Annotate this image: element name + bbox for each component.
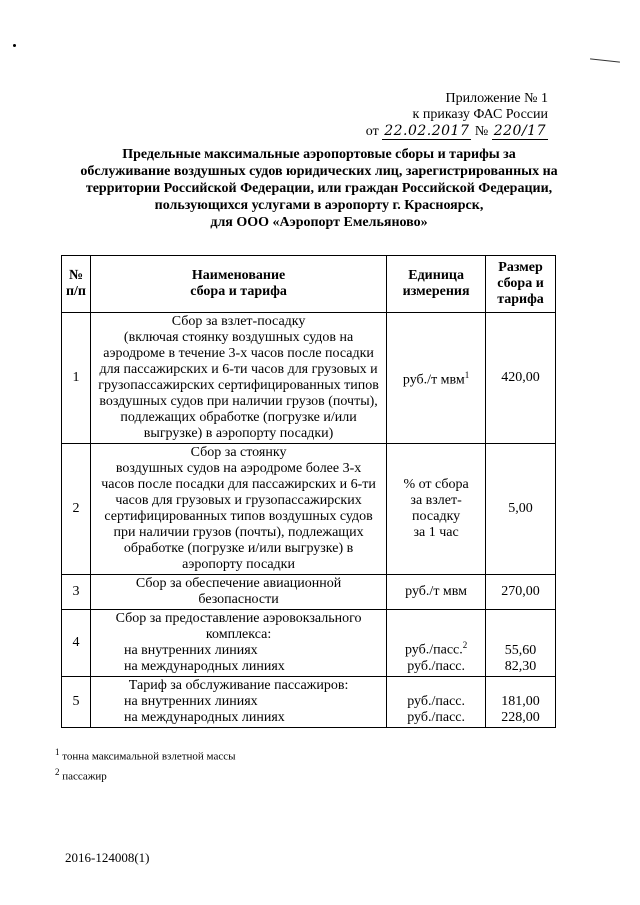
appendix-line1: Приложение № 1 [445, 91, 548, 106]
from-prefix: от [365, 124, 379, 139]
tariffs-table [61, 255, 556, 728]
row-num: 2 [62, 444, 91, 575]
row-unit: руб./пасс.$^2$ руб./пасс. [387, 610, 486, 677]
row-name: Сбор за предоставление аэровокзального комплекса: на внутренних линиях на международных линиях [90, 610, 386, 677]
appendix-header [366, 91, 548, 140]
document-number: 2016-124008(1) [65, 850, 150, 865]
row-name: Сбор за взлет-посадку (включая стоянку воздушных судов на аэродроме в течение 3-х часов после посадки для пассажирских и 6-ти часов для грузовых и грузопассажирских сертифицированных типов воздушных судов при наличии грузов (почты), подлежащих обработке (погрузке и/или выгрузке) в аэропорту посадки) [90, 313, 386, 444]
row-name: Сбор за стоянку воздушных судов на аэродроме более 3-х часов после посадки для пассажирских и 6-ти часов для грузовых и грузопассажирских сертифицированных типов воздушных судов при наличии грузов (почты), подлежащих обработке (погрузке и/или выгрузке) в аэропорту посадки [90, 444, 386, 575]
table-header-row [62, 256, 556, 313]
table-row [62, 677, 556, 728]
row-num: 4 [62, 610, 91, 677]
row-name: Тариф за обслуживание пассажиров: на внутренних линиях на международных линиях [90, 677, 386, 728]
title-line: пользующихся услугами в аэропорту г. Красноярск, [154, 198, 484, 213]
appendix-line3 [366, 123, 548, 140]
row-value: 270,00 [486, 575, 556, 610]
row-unit: руб./т мвм [387, 575, 486, 610]
handwritten-number: 220/17 [493, 123, 546, 139]
document-title [64, 146, 574, 231]
footnote-ref: 2 [462, 640, 468, 651]
header-size: Размер сбора и тарифа [486, 256, 556, 313]
footnote-2: $^2$ пассажир [55, 766, 107, 783]
row-name: Сбор за обеспечение авиационной безопасности [90, 575, 386, 610]
header-num: № п/п [62, 256, 91, 313]
scan-mark [590, 58, 620, 62]
table-row [62, 313, 556, 444]
row-num: 3 [62, 575, 91, 610]
title-line: Предельные максимальные аэропортовые сборы и тарифы за [122, 147, 516, 162]
title-line: территории Российской Федерации, или граждан Российской Федерации, [85, 181, 553, 196]
footnote-ref: 1 [464, 370, 470, 381]
appendix-line2: к приказу ФАС России [412, 107, 548, 122]
row-value: 55,60 82,30 [486, 610, 556, 677]
footnote-1: $^1$ тонна максимальной взлетной массы [55, 747, 236, 763]
scan-dot [13, 44, 16, 47]
row-num: 1 [62, 313, 91, 444]
title-line: обслуживание воздушных судов юридических лиц, зарегистрированных на [80, 164, 558, 179]
row-num: 5 [62, 677, 91, 728]
table-row [62, 575, 556, 610]
header-name: Наименование сбора и тарифа [90, 256, 386, 313]
row-value: 420,00 [486, 313, 556, 444]
handwritten-date: 22.02.2017 [384, 123, 470, 139]
footnotes [55, 745, 235, 784]
title-line: для ООО «Аэропорт Емельяново» [210, 215, 428, 230]
table-row [62, 444, 556, 575]
row-unit: руб./пасс. руб./пасс. [387, 677, 486, 728]
number-prefix: № [474, 124, 489, 139]
header-unit: Единица измерения [387, 256, 486, 313]
row-unit: % от сбора за взлет- посадку за 1 час [387, 444, 486, 575]
row-unit: руб./т мвм$^1$ [387, 313, 486, 444]
row-value: 181,00 228,00 [486, 677, 556, 728]
row-value: 5,00 [486, 444, 556, 575]
table-row [62, 610, 556, 677]
